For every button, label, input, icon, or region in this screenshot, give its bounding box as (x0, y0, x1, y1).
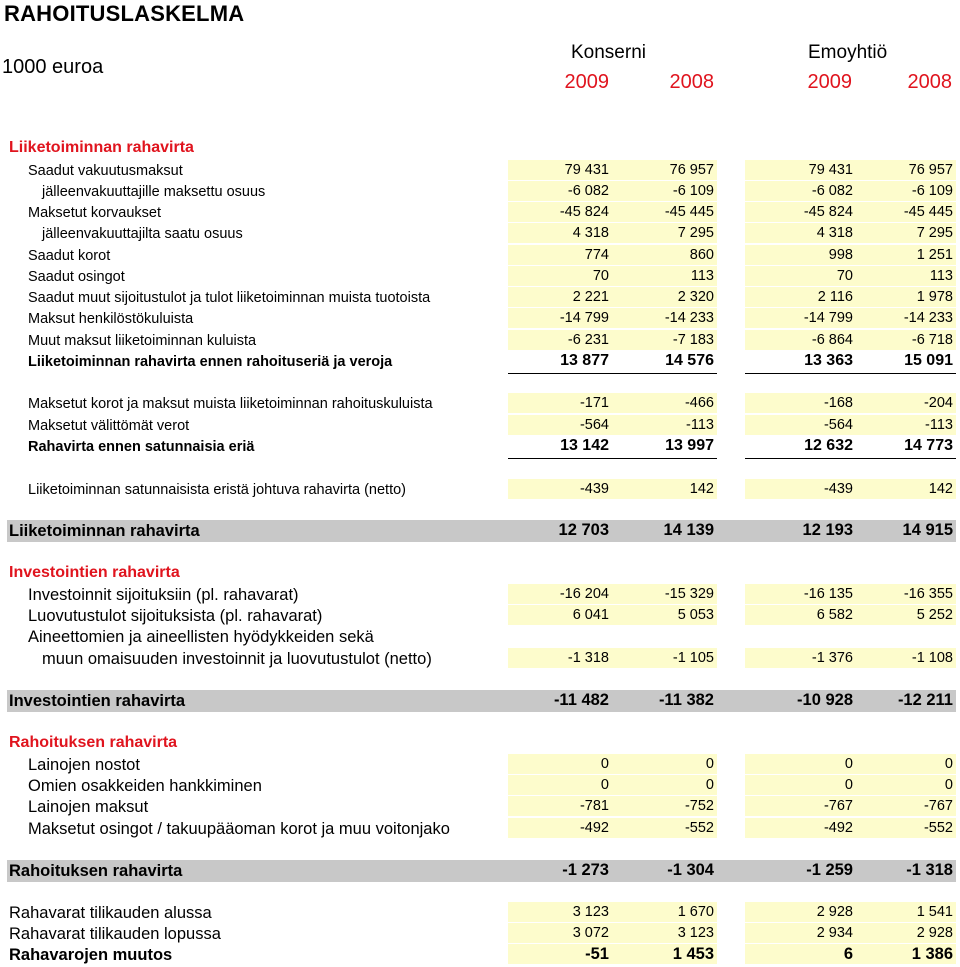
value-cell: 76 957 (856, 160, 956, 180)
value-cell: 113 (612, 266, 717, 286)
value-cell: -439 (745, 479, 856, 499)
value-cell: 13 877 (560, 352, 609, 369)
value-cell: -6 864 (745, 330, 856, 350)
table-row (0, 287, 960, 309)
table-row (0, 266, 960, 288)
value-cell: 142 (612, 479, 717, 499)
table-row (0, 479, 960, 501)
group-header-emoyhtio: Emoyhtiö (808, 42, 888, 63)
value-cell: 0 (745, 754, 856, 774)
value-cell: 7 295 (612, 223, 717, 243)
subtotal-rule (856, 373, 956, 374)
value-cell: 860 (612, 245, 717, 265)
value-cell: -6 109 (856, 181, 956, 201)
value-cell: -6 718 (856, 330, 956, 350)
value-cell: -6 082 (745, 181, 856, 201)
total-row (7, 860, 956, 882)
table-row (0, 605, 960, 627)
value-cell: -1 376 (745, 648, 856, 668)
value-cell: -204 (856, 393, 956, 413)
row-label: Rahoituksen rahavirta (9, 734, 178, 751)
value-cell: 14 773 (904, 437, 953, 454)
value-cell: 12 703 (558, 521, 609, 539)
row-label: Lainojen maksut (28, 798, 149, 816)
value-cell: -552 (856, 818, 956, 838)
table-row (0, 351, 960, 373)
row-label: Liiketoiminnan rahavirta ennen rahoituseriä ja veroja (28, 354, 393, 370)
table-row (0, 415, 960, 437)
section-heading (0, 137, 960, 159)
value-cell: -439 (508, 479, 612, 499)
value-cell: 79 431 (745, 160, 856, 180)
value-cell: -16 355 (856, 584, 956, 604)
table-row (0, 775, 960, 797)
year-header: 2009 (807, 71, 852, 93)
value-cell: 1 978 (856, 287, 956, 307)
value-cell: 1 251 (856, 245, 956, 265)
year-header: 2008 (669, 71, 714, 93)
value-cell: 14 915 (902, 521, 953, 539)
year-header: 2009 (564, 71, 609, 93)
subtotal-rule (745, 373, 856, 374)
value-cell: -1 108 (856, 648, 956, 668)
value-cell: 2 928 (856, 923, 956, 943)
value-cell: 0 (612, 754, 717, 774)
table-row (0, 944, 960, 966)
value-cell: -1 304 (667, 861, 714, 879)
value-cell: 2 928 (745, 902, 856, 922)
value-cell: -564 (745, 415, 856, 435)
row-label: Saadut vakuutusmaksut (28, 163, 183, 179)
value-cell: 13 363 (804, 352, 853, 369)
value-cell: -1 259 (806, 861, 853, 879)
value-cell: -16 204 (508, 584, 612, 604)
value-cell: 13 997 (665, 437, 714, 454)
row-label: Maksetut korot ja maksut muista liiketoiminnan rahoituskuluista (28, 396, 433, 412)
value-cell: -7 183 (612, 330, 717, 350)
value-cell: 2 116 (745, 287, 856, 307)
value-cell: -1 105 (612, 648, 717, 668)
value-cell: -10 928 (797, 691, 853, 709)
row-label: Rahavirta ennen satunnaisia eriä (28, 439, 255, 455)
year-header: 2008 (907, 71, 952, 93)
value-cell: -564 (508, 415, 612, 435)
table-row (0, 330, 960, 352)
table-row (0, 902, 960, 924)
value-cell: 0 (508, 775, 612, 795)
row-label: Maksetut korvaukset (28, 205, 161, 221)
value-cell: -767 (745, 796, 856, 816)
table-row (0, 754, 960, 776)
value-cell: 7 295 (856, 223, 956, 243)
value-cell: 1 541 (856, 902, 956, 922)
value-cell: -12 211 (897, 691, 953, 709)
value-cell: -1 318 (508, 648, 612, 668)
value-cell: -1 318 (906, 861, 953, 879)
table-row (0, 393, 960, 415)
value-cell: -113 (612, 415, 717, 435)
row-label: Investoinnit sijoituksiin (pl. rahavarat) (28, 586, 299, 604)
row-label: Investointien rahavirta (9, 564, 180, 581)
row-label: Liiketoiminnan satunnaisista eristä johtuva rahavirta (netto) (28, 482, 407, 498)
group-header-konserni: Konserni (571, 42, 646, 63)
value-cell: 6 (745, 944, 856, 964)
table-row (0, 202, 960, 224)
row-label: Saadut osingot (28, 269, 125, 285)
value-cell: -45 824 (745, 202, 856, 222)
table-row (0, 923, 960, 945)
value-cell: -492 (745, 818, 856, 838)
row-label: Omien osakkeiden hankkiminen (28, 777, 262, 795)
row-label: Rahavarat tilikauden alussa (9, 904, 212, 922)
row-label: muun omaisuuden investoinnit ja luovutustulot (netto) (42, 650, 432, 668)
value-cell: 1 453 (612, 944, 717, 964)
table-row (0, 796, 960, 818)
value-cell: 1 670 (612, 902, 717, 922)
subtotal-rule (745, 458, 856, 459)
subtotal-rule (856, 458, 956, 459)
row-label: Liiketoiminnan rahavirta (9, 522, 200, 540)
row-label: Saadut korot (28, 248, 111, 264)
row-label: Maksetut välittömät verot (28, 418, 190, 434)
row-label: jälleenvakuuttajilta saatu osuus (42, 226, 243, 242)
value-cell: 76 957 (612, 160, 717, 180)
value-cell: 3 072 (508, 923, 612, 943)
table-row (0, 223, 960, 245)
value-cell: -14 233 (612, 308, 717, 328)
value-cell: -45 445 (612, 202, 717, 222)
value-cell: 2 221 (508, 287, 612, 307)
value-cell: -11 482 (553, 691, 609, 709)
value-cell: 4 318 (745, 223, 856, 243)
value-cell: -781 (508, 796, 612, 816)
row-label: Rahoituksen rahavirta (9, 862, 183, 880)
value-cell: -6 109 (612, 181, 717, 201)
value-cell: 3 123 (508, 902, 612, 922)
row-label: Investointien rahavirta (9, 692, 186, 710)
table-row (0, 436, 960, 458)
value-cell: 142 (856, 479, 956, 499)
row-label: jälleenvakuuttajille maksettu osuus (42, 184, 266, 200)
value-cell: -552 (612, 818, 717, 838)
table-row (0, 648, 960, 670)
value-cell: 5 252 (856, 605, 956, 625)
value-cell: 0 (856, 775, 956, 795)
table-row (0, 626, 960, 648)
value-cell: 0 (856, 754, 956, 774)
value-cell: -171 (508, 393, 612, 413)
value-cell: 12 632 (804, 437, 853, 454)
table-row (0, 160, 960, 182)
value-cell: 6 582 (745, 605, 856, 625)
row-label: Rahavarat tilikauden lopussa (9, 925, 221, 943)
value-cell: -1 273 (562, 861, 609, 879)
section-heading (0, 732, 960, 754)
row-label: Rahavarojen muutos (9, 946, 173, 964)
row-label: Lainojen nostot (28, 756, 140, 774)
value-cell: -14 233 (856, 308, 956, 328)
row-label: Maksut henkilöstökuluista (28, 311, 194, 327)
table-row (0, 584, 960, 606)
value-cell: -45 445 (856, 202, 956, 222)
value-cell: 4 318 (508, 223, 612, 243)
value-cell: 774 (508, 245, 612, 265)
total-row (7, 690, 956, 712)
value-cell: 70 (745, 266, 856, 286)
value-cell: 1 386 (856, 944, 956, 964)
value-cell: 6 041 (508, 605, 612, 625)
subtotal-rule (508, 373, 612, 374)
table-row (0, 308, 960, 330)
value-cell: 70 (508, 266, 612, 286)
value-cell: -14 799 (745, 308, 856, 328)
value-cell: -752 (612, 796, 717, 816)
table-row (0, 245, 960, 267)
row-label: Aineettomien ja aineellisten hyödykkeiden sekä (28, 628, 374, 646)
page-title: RAHOITUSLASKELMA (4, 1, 245, 26)
table-row (0, 818, 960, 840)
row-label: Saadut muut sijoitustulot ja tulot liiketoiminnan muista tuotoista (28, 290, 431, 306)
value-cell: 13 142 (560, 437, 609, 454)
subtotal-rule (508, 458, 612, 459)
value-cell: 3 123 (612, 923, 717, 943)
total-row (7, 520, 956, 542)
value-cell: 998 (745, 245, 856, 265)
value-cell: 15 091 (904, 352, 953, 369)
subtotal-rule (612, 373, 717, 374)
value-cell: -6 231 (508, 330, 612, 350)
value-cell: 12 193 (802, 521, 853, 539)
value-cell: -11 382 (658, 691, 714, 709)
value-cell: 0 (745, 775, 856, 795)
value-cell: -15 329 (612, 584, 717, 604)
row-label: Liiketoiminnan rahavirta (9, 139, 194, 156)
value-cell: -168 (745, 393, 856, 413)
value-cell: 2 320 (612, 287, 717, 307)
table-row (0, 181, 960, 203)
value-cell: 14 139 (663, 521, 714, 539)
value-cell: 0 (612, 775, 717, 795)
row-label: Luovutustulot sijoituksista (pl. rahavarat) (28, 607, 323, 625)
value-cell: 79 431 (508, 160, 612, 180)
value-cell: -113 (856, 415, 956, 435)
value-cell: -51 (508, 944, 612, 964)
value-cell: -16 135 (745, 584, 856, 604)
value-cell: -492 (508, 818, 612, 838)
value-cell: 0 (508, 754, 612, 774)
value-cell: 5 053 (612, 605, 717, 625)
value-cell: -6 082 (508, 181, 612, 201)
value-cell: 2 934 (745, 923, 856, 943)
value-cell: 113 (856, 266, 956, 286)
subtotal-rule (612, 458, 717, 459)
row-label: Muut maksut liiketoiminnan kuluista (28, 333, 257, 349)
value-cell: -45 824 (508, 202, 612, 222)
section-heading (0, 562, 960, 584)
unit-label: 1000 euroa (2, 56, 104, 78)
value-cell: 14 576 (665, 352, 714, 369)
value-cell: -14 799 (508, 308, 612, 328)
value-cell: -466 (612, 393, 717, 413)
row-label: Maksetut osingot / takuupääoman korot ja muu voitonjako (28, 820, 450, 838)
value-cell: -767 (856, 796, 956, 816)
